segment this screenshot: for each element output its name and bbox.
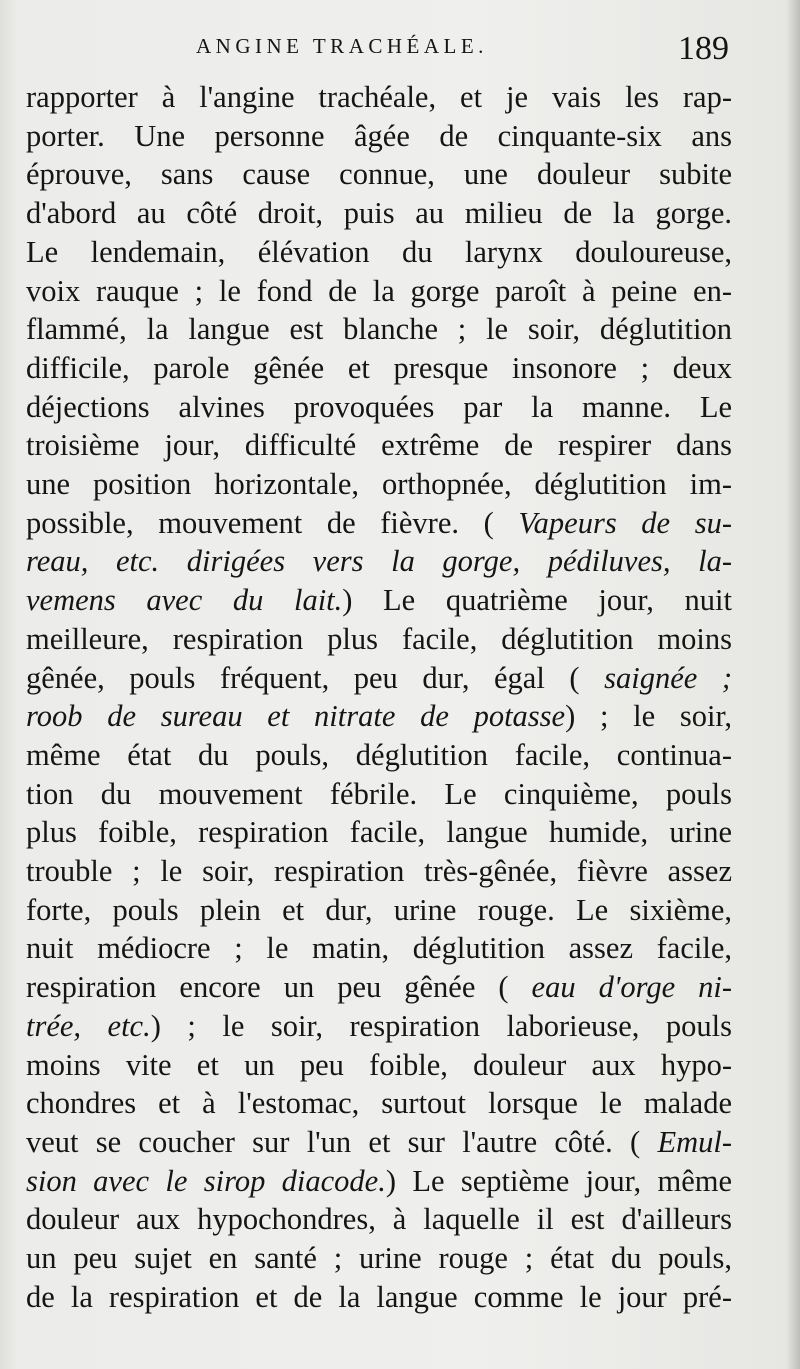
text-line [26,1162,732,1200]
text-segment: même état du pouls, déglutition facile, continua- [26,737,732,772]
text-segment: éprouve, sans cause connue, une douleur subite [26,157,732,192]
text-segment: troisième jour, difficulté extrême de respirer dans [26,428,732,463]
text-line [26,78,732,116]
text-line [26,1239,732,1277]
text-line [26,620,732,658]
text-segment: une position horizontale, orthopnée, déglutition im- [26,467,732,501]
page-number: 189 [678,30,729,67]
text-line [26,388,732,426]
text-line [26,465,732,503]
text-line [26,155,732,193]
text-line [26,233,732,271]
text-line [26,349,732,387]
text-segment: porter. Une personne âgée de cinquante-six ans [26,118,732,153]
text-segment: ) ; le soir, [565,699,733,734]
text-segment: ) Le septième jour, même [385,1163,732,1198]
text-segment: un peu sujet en santé ; urine rouge ; état du pouls, [26,1241,732,1275]
text-segment: déjections alvines provoquées par la manne. Le [26,389,732,424]
text-segment: forte, pouls plein et dur, urine rouge. Le sixième, [26,892,732,927]
text-line [26,1046,732,1084]
text-line [26,775,732,813]
text-segment: trouble ; le soir, respiration très-gênée, fièvre assez [26,854,732,888]
text-segment: ) ; le soir, respiration laborieuse, pouls [150,1008,732,1043]
text-line [26,891,732,929]
text-line [26,310,732,348]
page-header [0,30,800,70]
text-line [26,929,732,967]
text-line [26,968,732,1006]
text-line [26,1200,732,1238]
text-segment: moins vite et un peu foible, douleur aux hypo- [26,1047,732,1082]
italic-text-segment: Emul- [657,1124,732,1159]
text-segment: veut se coucher sur l'un et sur l'autre côté. ( [26,1124,658,1159]
italic-text-segment: Vapeurs de su- [518,505,732,540]
text-segment: nuit médiocre ; le matin, déglutition assez facile, [26,931,732,966]
text-line [26,1084,732,1122]
text-line [26,272,732,310]
text-line [26,194,732,232]
italic-text-segment: saignée ; [604,660,733,695]
text-segment: possible, mouvement de fièvre. ( [26,505,519,540]
text-segment: douleur aux hypochondres, à laquelle il est d'ailleurs [26,1202,732,1237]
italic-text-segment: trée, etc. [26,1008,151,1043]
italic-text-segment: eau d'orge ni- [531,970,733,1005]
text-line [26,504,732,542]
text-segment: chondres et à l'estomac, surtout lorsque le malade [26,1086,732,1121]
text-segment: d'abord au côté droit, puis au milieu de la gorge. [26,196,732,231]
text-line [26,736,732,774]
text-line [26,1123,732,1161]
text-line [26,813,732,851]
text-line [26,426,732,464]
text-segment: tion du mouvement fébrile. Le cinquième, pouls [26,776,732,811]
italic-text-segment: roob de sureau et nitrate de potasse [26,699,566,734]
text-line [26,117,732,155]
text-segment: de la respiration et de la langue comme le jour pré- [26,1279,732,1314]
text-line [26,1278,732,1316]
italic-text-segment: sion avec le sirop diacode. [26,1163,386,1198]
text-line [26,1007,732,1045]
text-line [26,852,732,890]
text-line [26,659,732,697]
running-head: ANGINE TRACHÉALE. [196,34,488,58]
text-line [26,581,732,619]
text-segment: ) Le quatrième jour, nuit [342,583,733,618]
text-segment: respiration encore un peu gênée ( [26,970,532,1005]
italic-text-segment: vemens avec du lait. [26,583,343,618]
italic-text-segment: reau, etc. dirigées vers la gorge, pédiluves, la- [26,544,732,579]
text-segment: gênée, pouls fréquent, peu dur, égal ( [26,660,605,695]
text-segment: rapporter à l'angine trachéale, et je vais les rap- [26,80,732,114]
text-segment: difficile, parole gênée et presque insonore ; deux [26,350,732,385]
page-edge-shadow [786,0,800,1369]
text-segment: voix rauque ; le fond de la gorge paroît à peine en- [26,273,732,308]
text-line [26,542,732,580]
text-line [26,697,732,735]
text-segment: meilleure, respiration plus facile, déglutition moins [26,621,732,656]
text-segment: Le lendemain, élévation du larynx douloureuse, [26,234,732,269]
text-segment: flammé, la langue est blanche ; le soir, déglutition [26,312,732,347]
text-segment: plus foible, respiration facile, langue humide, urine [26,815,732,850]
